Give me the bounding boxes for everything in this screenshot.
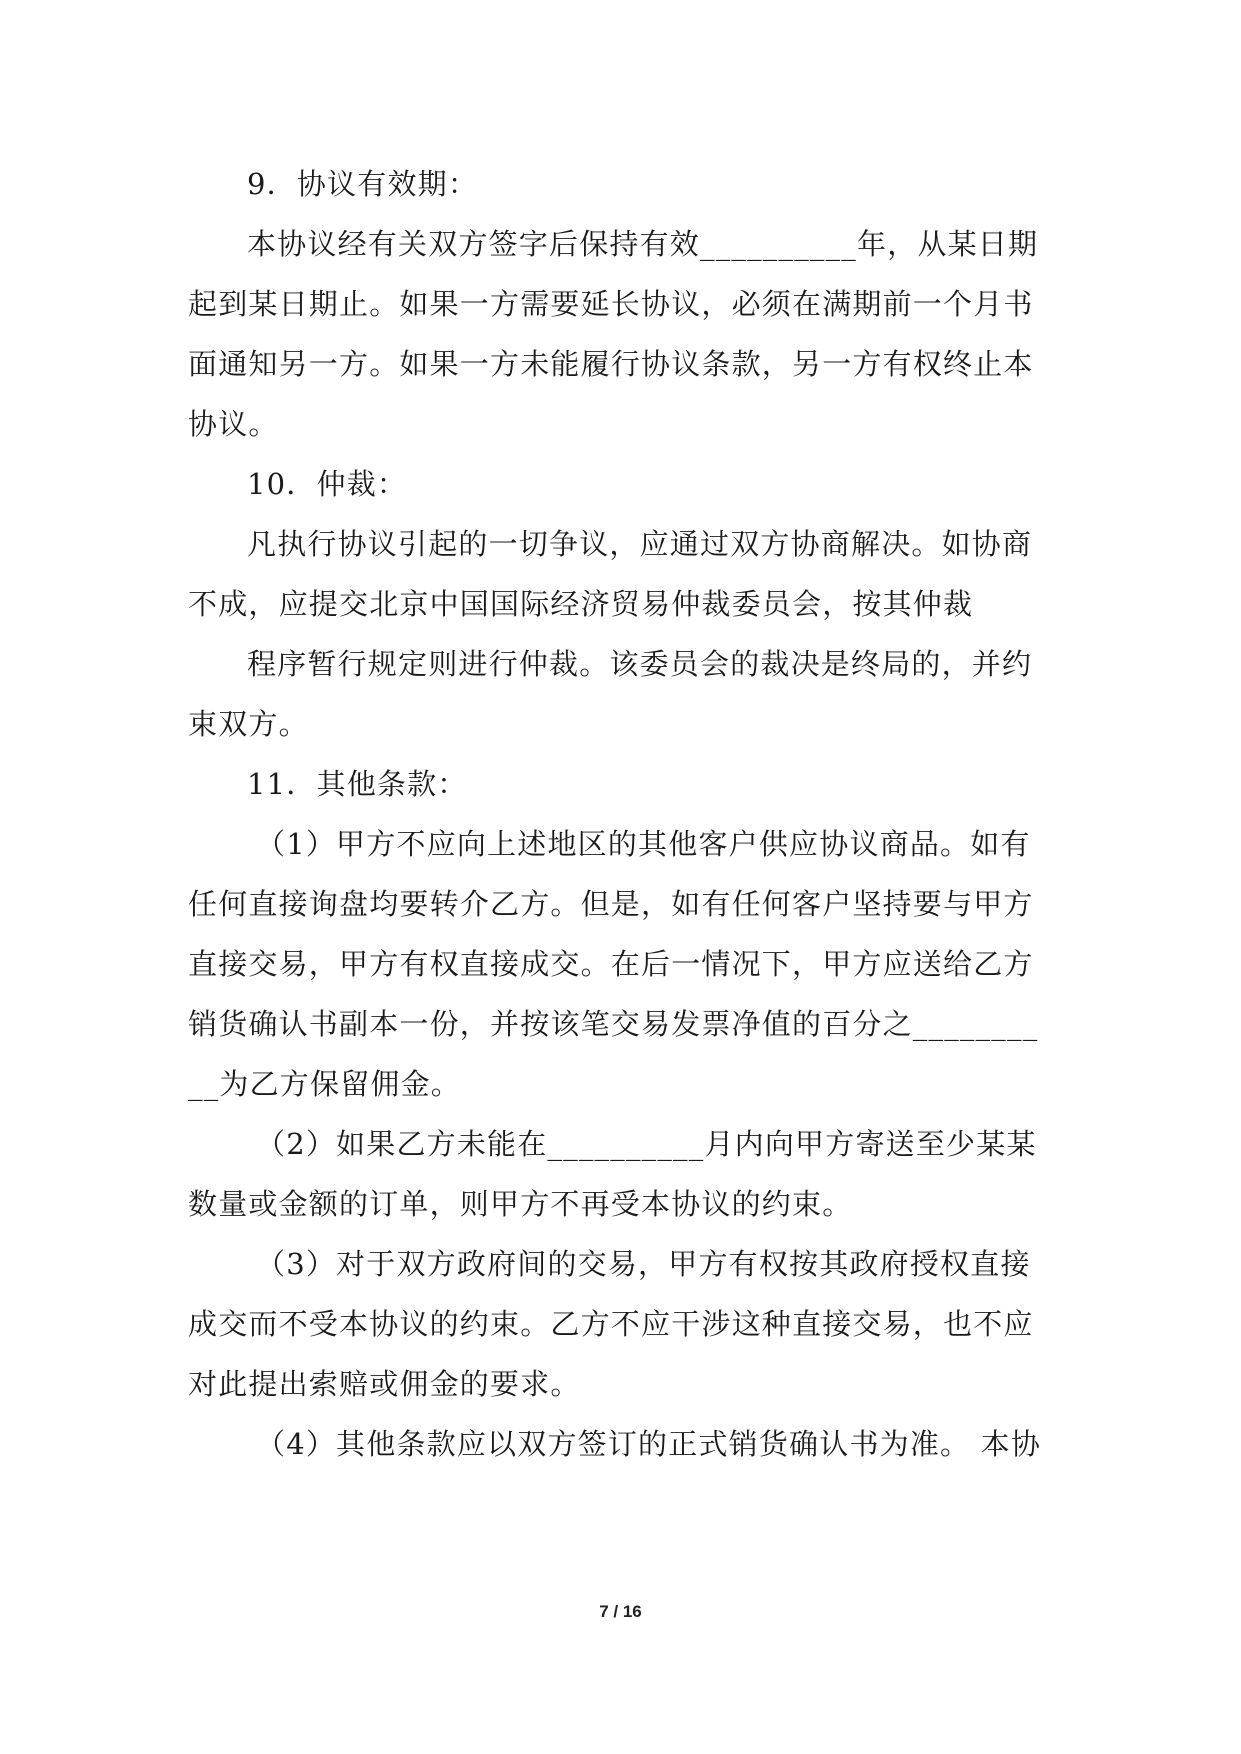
document-body: [188, 154, 1054, 1474]
paragraph-line: 任何直接询盘均要转介乙方。但是，如有任何客户坚持要与甲方: [188, 887, 1034, 921]
clause-line: （3）对于双方政府间的交易，甲方有权按其政府授权直接: [256, 1247, 1031, 1281]
paragraph-line: 不成，应提交北京中国国际经济贸易仲裁委员会，按其仲裁: [188, 587, 974, 621]
paragraph-line: 对此提出索赔或佣金的要求。: [188, 1367, 581, 1401]
paragraph-line: __为乙方保留佣金。: [188, 1067, 462, 1101]
clause-line: （1）甲方不应向上述地区的其他客户供应协议商品。如有: [256, 827, 1031, 861]
section-heading-validity: 9．协议有效期：: [247, 167, 479, 201]
section-heading-other-terms: 11．其他条款：: [247, 767, 468, 801]
paragraph-line: 销货确认书副本一份，并按该笔交易发票净值的百分之________: [188, 1007, 1039, 1041]
paragraph-line: 数量或金额的订单，则甲方不再受本协议的约束。: [188, 1187, 853, 1221]
section-heading-arbitration: 10．仲裁：: [247, 467, 408, 501]
paragraph-line: 凡执行协议引起的一切争议，应通过双方协商解决。如协商: [247, 527, 1033, 561]
paragraph-line: 协议。: [188, 407, 279, 441]
clause-line: （2）如果乙方未能在__________月内向甲方寄送至少某某: [256, 1127, 1037, 1161]
paragraph-line: 程序暂行规定则进行仲裁。该委员会的裁决是终局的，并约: [247, 647, 1033, 681]
paragraph-line: 面通知另一方。如果一方未能履行协议条款，另一方有权终止本: [188, 347, 1034, 381]
paragraph-line: 成交而不受本协议的约束。乙方不应干涉这种直接交易，也不应: [188, 1307, 1034, 1341]
paragraph-line: 本协议经有关双方签字后保持有效__________年，从某日期: [247, 227, 1039, 261]
paragraph-line: 起到某日期止。如果一方需要延长协议，必须在满期前一个月书: [188, 287, 1034, 321]
paragraph-line: 束双方。: [188, 707, 309, 741]
clause-line: （4）其他条款应以双方签订的正式销货确认书为准。 本协: [256, 1427, 1042, 1461]
paragraph-line: 直接交易，甲方有权直接成交。在后一情况下，甲方应送给乙方: [188, 947, 1034, 981]
page-number: 7 / 16: [599, 1602, 642, 1621]
